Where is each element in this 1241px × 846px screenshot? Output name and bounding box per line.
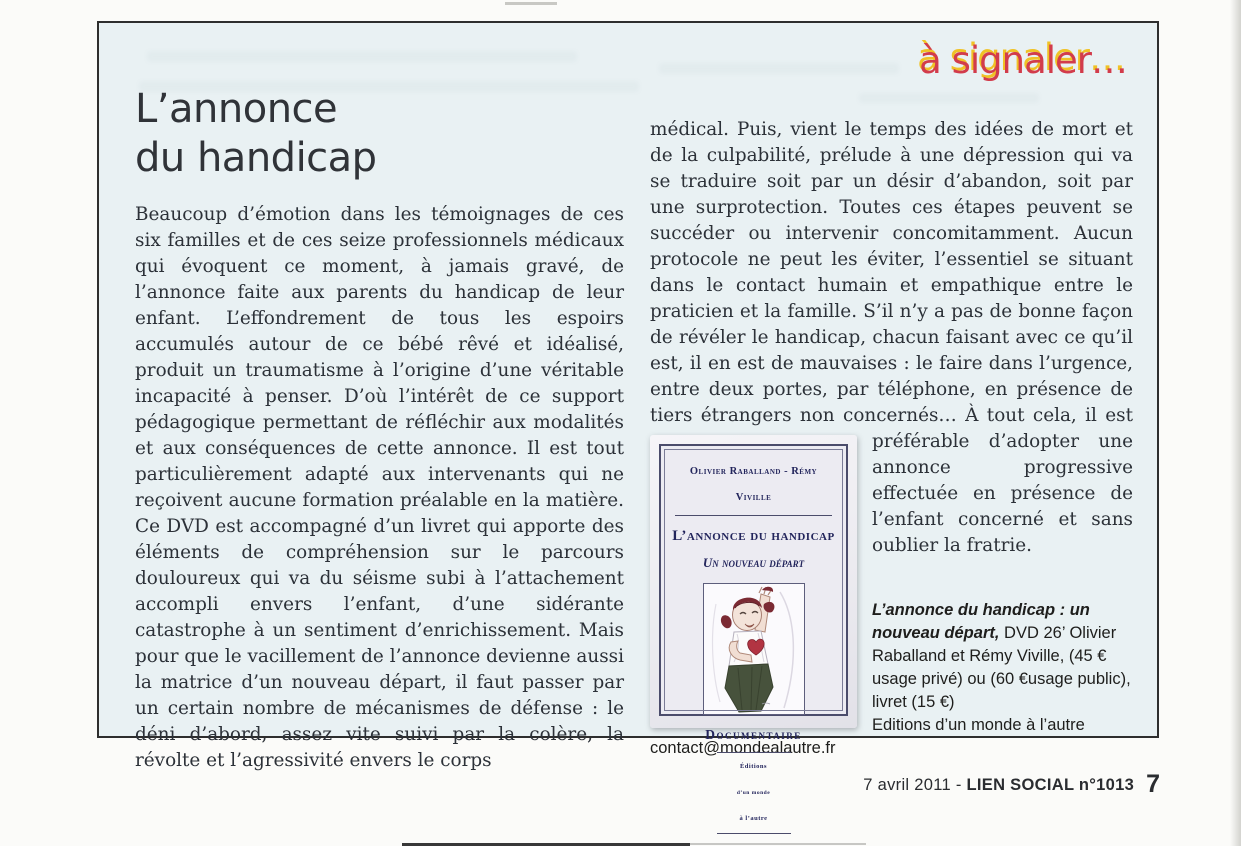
caption-details: DVD 26’ Olivier Raballand et Rémy Viville, (45 € usage privé) ou (60 €usage public), livret (15 €) [872, 624, 1131, 711]
footer-journal-name: LIEN SOCIAL n°1013 [966, 776, 1135, 794]
dvd-cover-genre: Documentaire [705, 727, 802, 742]
caption-publisher: Editions d’un monde à l’autre [872, 716, 1085, 734]
girl-illustration [704, 584, 804, 714]
caption-title: L’annonce du handicap : un nouveau départ, [872, 601, 1090, 642]
left-column-text: Beaucoup d’émotion dans les témoignages de ces six familles et de ces seize professionnels médicaux qui évoquent ce moment, à jamais gravé, de l’annonce faite aux parents du handicap de leur enfant. L’effondrement de tous les espoirs accumulés autour de ce bébé rêvé et idéalisé, produit un traumatisme à l’origine d’une véritable incapacité à penser. D’où l’intérêt de ce support pédagogique permettant de réfléchir aux modalités et aux conséquences de cette annonce. Il est tout particulièrement adapté aux intervenants qui ne reçoivent aucune formation préalable en la matière. Ce DVD est accompagné d’un livret qui apporte des éléments de compréhension sur le parcours douloureux qui va du séisme subi à l’attachement accompli envers l’enfant, d’une sidérante catastrophe à un sentiment d’enrichissement. Mais pour que le vacillement de l’annonce devienne aussi la matrice d’un nouveau départ, il faut passer par un certain nombre de mécanismes de défense : le déni d’abord, assez vite suivi par la colère, la révolte et l’agressivité envers le corps [135, 204, 624, 771]
scan-artifact [505, 2, 557, 5]
scan-artifact [690, 843, 866, 845]
publisher-logo-line: d’un monde [736, 790, 771, 796]
scan-page-edge [1230, 0, 1241, 846]
bleed-through-mark [147, 51, 577, 62]
dvd-cover-subtitle: Un nouveau départ [702, 555, 805, 570]
section-label: à signaler… [919, 39, 1127, 82]
dvd-cover-illustration [703, 583, 805, 715]
footer-date: 7 avril 2011 - [863, 776, 967, 794]
bleed-through-mark [859, 93, 1039, 103]
publisher-logo-line: Éditions [739, 763, 768, 770]
article-title-line1: L’annonce [135, 86, 338, 132]
caption-email: contact@mondealautre.fr [650, 739, 836, 757]
page-footer [0, 770, 1160, 799]
dvd-cover-authors: Olivier Raballand - Rémy Viville [675, 459, 832, 516]
footer-page-number: 7 [1146, 770, 1160, 798]
publisher-logo-line: à l’autre [739, 815, 768, 822]
article-title [135, 85, 377, 183]
right-column-text-part2: cela, il est préférable d’adopter une annonce progressive effectuée en présence de l’enfant concerné et sans oublier la fratrie. [872, 405, 1134, 556]
bleed-through-mark [659, 63, 899, 74]
right-column-text-part1: médical. Puis, vient le temps des idées de mort et de la culpabilité, prélude à une dépression qui va se traduire soit par un désir d’abandon, soit par une surprotection. Toutes ces étapes peuvent se succéder ou intervenir concomitamment. Aucun protocole ne peut les éviter, l’essentiel se situant dans le contact humain et empathique entre le praticien et la famille. S’il n’y a pas de bonne façon de révéler le handicap, chacun faisant avec ce qu’il est, il en est de mauvaises : le faire dans l’urgence, entre deux portes, par téléphone, en présence de tiers étrangers non concernés… À tout [650, 119, 1133, 426]
dvd-cover-title: L’annonce du handicap [672, 528, 835, 544]
article-title-line2: du handicap [135, 135, 377, 181]
